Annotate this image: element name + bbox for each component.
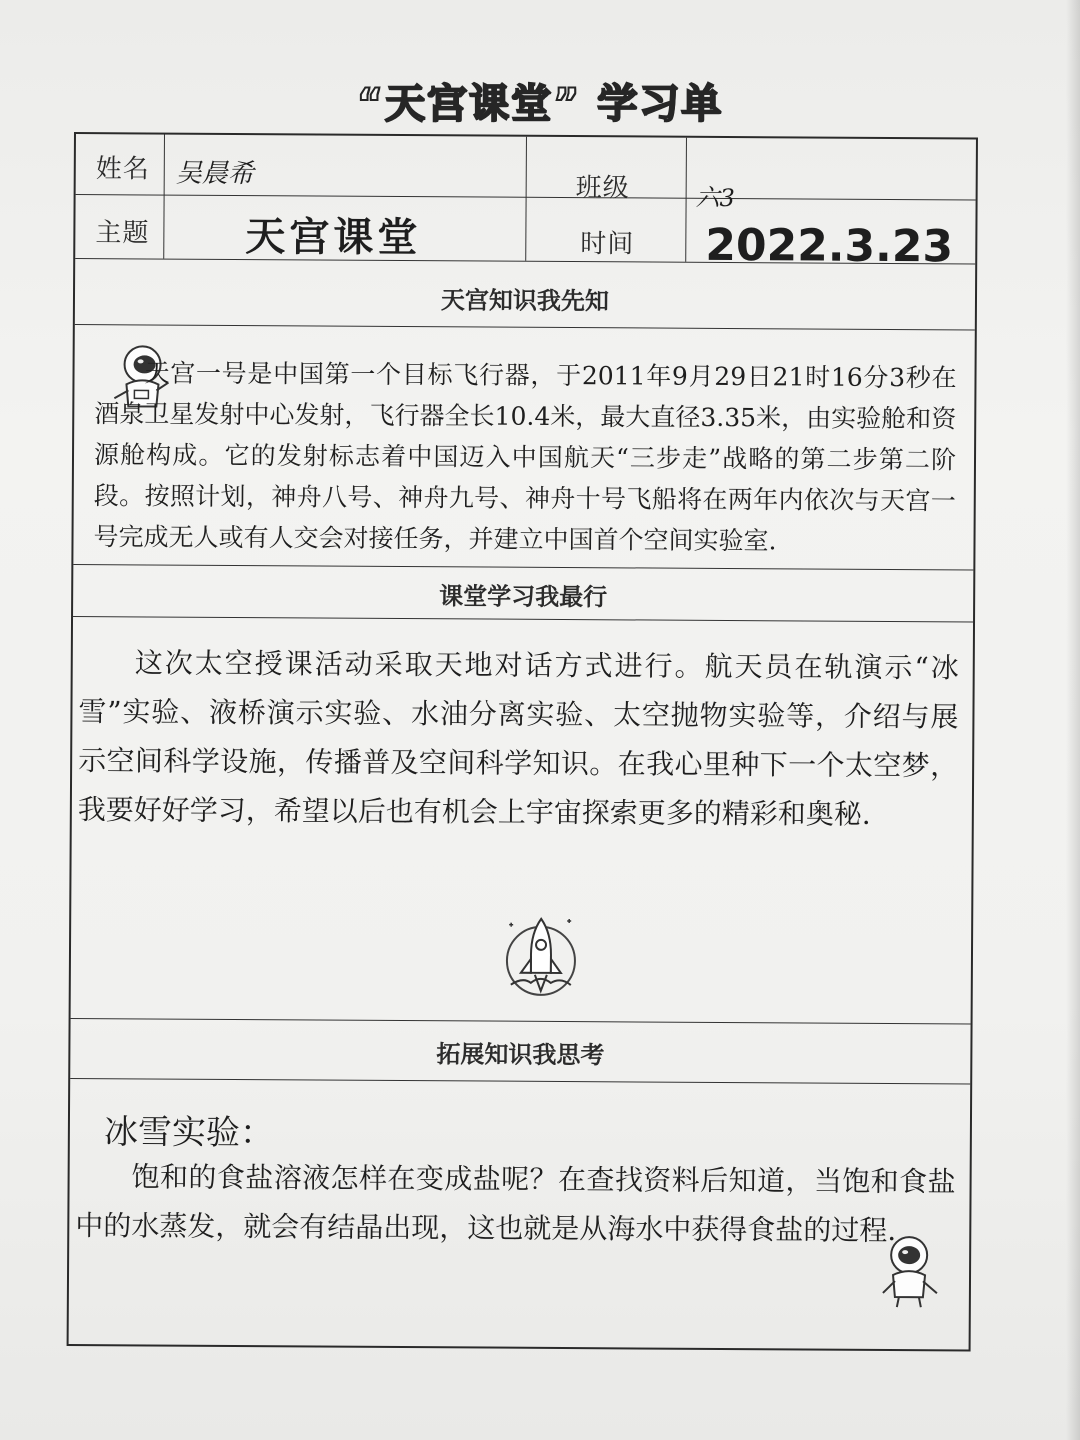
time-value: 2022.3.23 [705,219,954,273]
extension-subtitle: 冰雪实验： [103,1112,275,1154]
section2-top-line [73,564,973,570]
classroom-text: 这次太空授课活动采取天地对话方式进行。航天员在轨演示“冰雪”实验、液桥演示实验、水油分离实验、太空抛物实验等，介绍与展示空间科学设施，传播普及空间科学知识。在我心里种下一个太空梦，我要好好学习，希望以后也有机会上宇宙探索更多的精彩和奥秘. [77,646,959,831]
section-title-classroom: 课堂学习我最行 [439,582,608,612]
paper-edge-shadow [1066,0,1080,1440]
knowledge-text: 天宫一号是中国第一个目标飞行器，于2011年9月29日21时16分3秒在酒泉卫星发射中心发射，飞行器全长10.4米，最大直径3.35米，由实验舱和资源舱构成。它的发射标志着中国迈入中国航天“三步走”战略的第二步第二阶段。按照计划，神舟八号、神舟九号、神舟十号飞船将在两年内依次与天宫一号完成无人或有人交会对接任务，并建立中国首个空间实验室. [93,358,957,556]
class-label: 班级 [575,173,630,204]
rocket-icon [499,911,584,1004]
name-label: 姓名 [95,154,150,185]
worksheet-table [67,132,978,1351]
label-column-line [163,135,165,259]
header-divider-left [76,194,596,198]
section3-top-line [71,1018,971,1024]
astronaut-icon [875,1231,947,1311]
name-value: 吴晨希 [175,158,254,190]
section-title-knowledge: 天宫知识我先知 [440,286,610,316]
time-label: 时间 [580,229,635,260]
section3-divider [70,1078,970,1084]
section-title-extension: 拓展知识我思考 [436,1040,605,1070]
extension-text: 饱和的食盐溶液怎样在变成盐呢？在查找资料后知道，当饱和食盐中的水蒸发，就会有结晶出现，这也就是从海水中获得食盐的过程. [75,1160,956,1248]
topic-value: 天宫课堂 [245,214,422,262]
header-divider-right [596,197,976,200]
center-column-line [525,137,527,261]
section2-divider [73,616,973,622]
page-title: “天宫课堂” 学习单 [356,81,724,127]
section1-divider [75,324,975,330]
time-column-line [685,138,687,262]
topic-label: 主题 [95,218,150,249]
class-value: 六3 [695,183,735,213]
